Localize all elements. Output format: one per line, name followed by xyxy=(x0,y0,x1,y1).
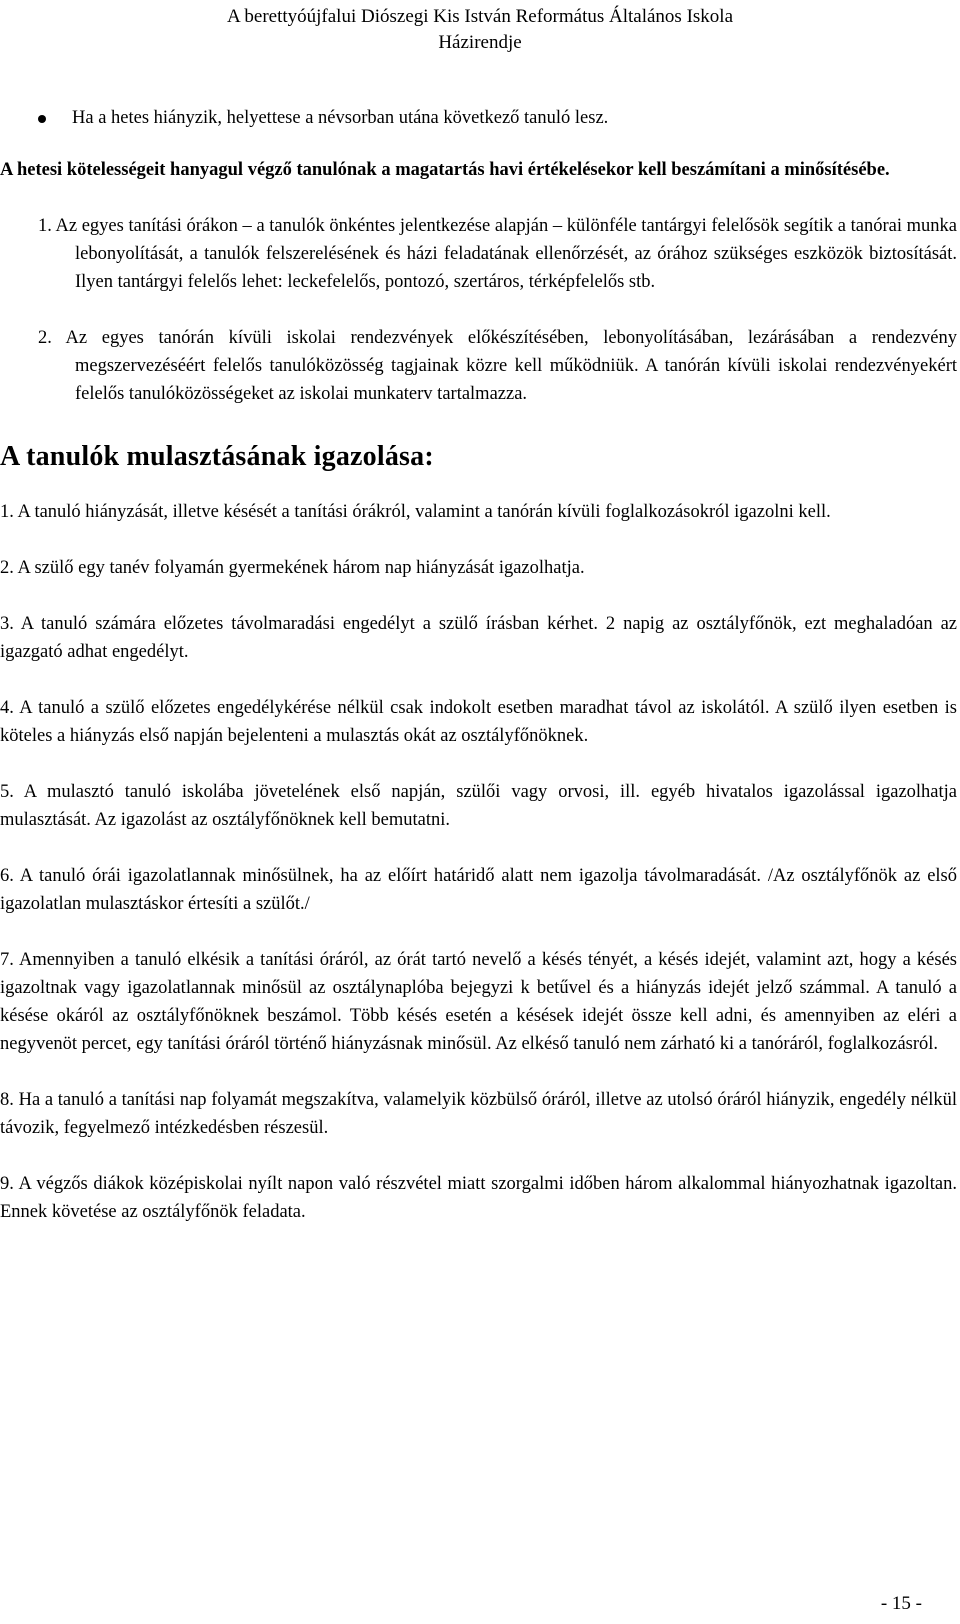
absence-rule-5: 5. A mulasztó tanuló iskolába jövetelének első napján, szülői vagy orvosi, ill. egyéb hivatalos igazolással igazolhatja mulasztását. Az igazolást az osztályfőnöknek kell bemutatni. xyxy=(0,782,957,830)
section-heading: A tanulók mulasztásának igazolása: xyxy=(0,441,434,472)
header-school-name: A berettyóújfalui Diószegi Kis István Református Általános Iskola xyxy=(226,6,734,27)
duty-paragraph-2: 2. Az egyes tanórán kívüli iskolai rendezvények előkészítésében, lebonyolításában, lezárásában a rendezvény megszervezéséért felelős tanulóközösség tagjainak közre kell működniük. A tanórán kívüli iskolai rendezvényekért felelős tanulóközösségeket az iskolai munkaterv tartalmazza. xyxy=(38,328,957,404)
absence-rule-7: 7. Amennyiben a tanuló elkésik a tanítási óráról, az órát tartó nevelő a késés tényét, a késés idejét, valamint azt, hogy a késés igazoltnak vagy igazolatlannak minősül az osztálynaplóba bejegyzi k betűvel és a hiányzás idejét jelző számmal. A tanuló a késése okáról az osztályfőnöknek beszámol. Több késés esetén a késések idejét össze kell adni, és amennyiben az eléri a negyvenöt percet, egy tanítási óráról történő hiányzásnak minősül. Az elkéső tanuló nem zárható ki a tanóráról, foglalkozásról. xyxy=(0,950,957,1054)
duty-paragraph-1: 1. Az egyes tanítási órákon – a tanulók önkéntes jelentkezése alapján – különféle tantárgyi felelősök segítik a tanórai munka lebonyolítását, a tanulók felszerelésének és házi feladatának ellenőrzését, az órához szükséges eszközök biztosítását. Ilyen tantárgyi felelős lehet: leckefelelős, pontozó, szertáros, térképfelelős stb. xyxy=(38,216,957,292)
absence-rule-9: 9. A végzős diákok középiskolai nyílt napon való részvétel miatt szorgalmi időben három alkalommal hiányozhatnak igazoltan. Ennek követése az osztályfőnök feladata. xyxy=(0,1174,957,1222)
bullet-item xyxy=(0,104,957,132)
absence-rule-1: 1. A tanuló hiányzását, illetve késését a tanítási órákról, valamint a tanórán kívüli foglalkozásokról igazolni kell. xyxy=(0,502,831,522)
bullet-icon xyxy=(38,115,46,123)
absence-rule-8: 8. Ha a tanuló a tanítási nap folyamát megszakítva, valamelyik közbülső óráról, illetve az utolsó óráról hiányzik, engedély nélkül távozik, fegyelmező intézkedésben részesül. xyxy=(0,1090,957,1138)
absence-rule-6: 6. A tanuló órái igazolatlannak minősülnek, ha az előírt határidő alatt nem igazolja távolmaradását. /Az osztályfőnök az első igazolatlan mulasztáskor értesíti a szülőt./ xyxy=(0,866,957,914)
absence-rule-3: 3. A tanuló számára előzetes távolmaradási engedélyt a szülő írásban kérhet. 2 napig az osztályfőnök, ezt meghaladóan az igazgató adhat engedélyt. xyxy=(0,614,957,662)
absence-rule-2: 2. A szülő egy tanév folyamán gyermekének három nap hiányzását igazolhatja. xyxy=(0,558,585,578)
absence-rule-4: 4. A tanuló a szülő előzetes engedélykérése nélkül csak indokolt esetben maradhat távol az iskolától. A szülő ilyen esetben is köteles a hiányzás első napján bejelenteni a mulasztás okát az osztályfőnöknek. xyxy=(0,698,957,746)
page-header xyxy=(0,4,960,56)
page-number: - 15 - xyxy=(880,1593,922,1614)
header-document-title: Házirendje xyxy=(438,32,522,53)
bold-note: A hetesi kötelességeit hanyagul végző tanulónak a magatartás havi értékelésekor kell beszámítani a minősítésébe. xyxy=(0,160,890,180)
page-content xyxy=(0,104,957,1226)
bullet-text: Ha a hetes hiányzik, helyettese a névsorban utána következő tanuló lesz. xyxy=(72,108,609,128)
